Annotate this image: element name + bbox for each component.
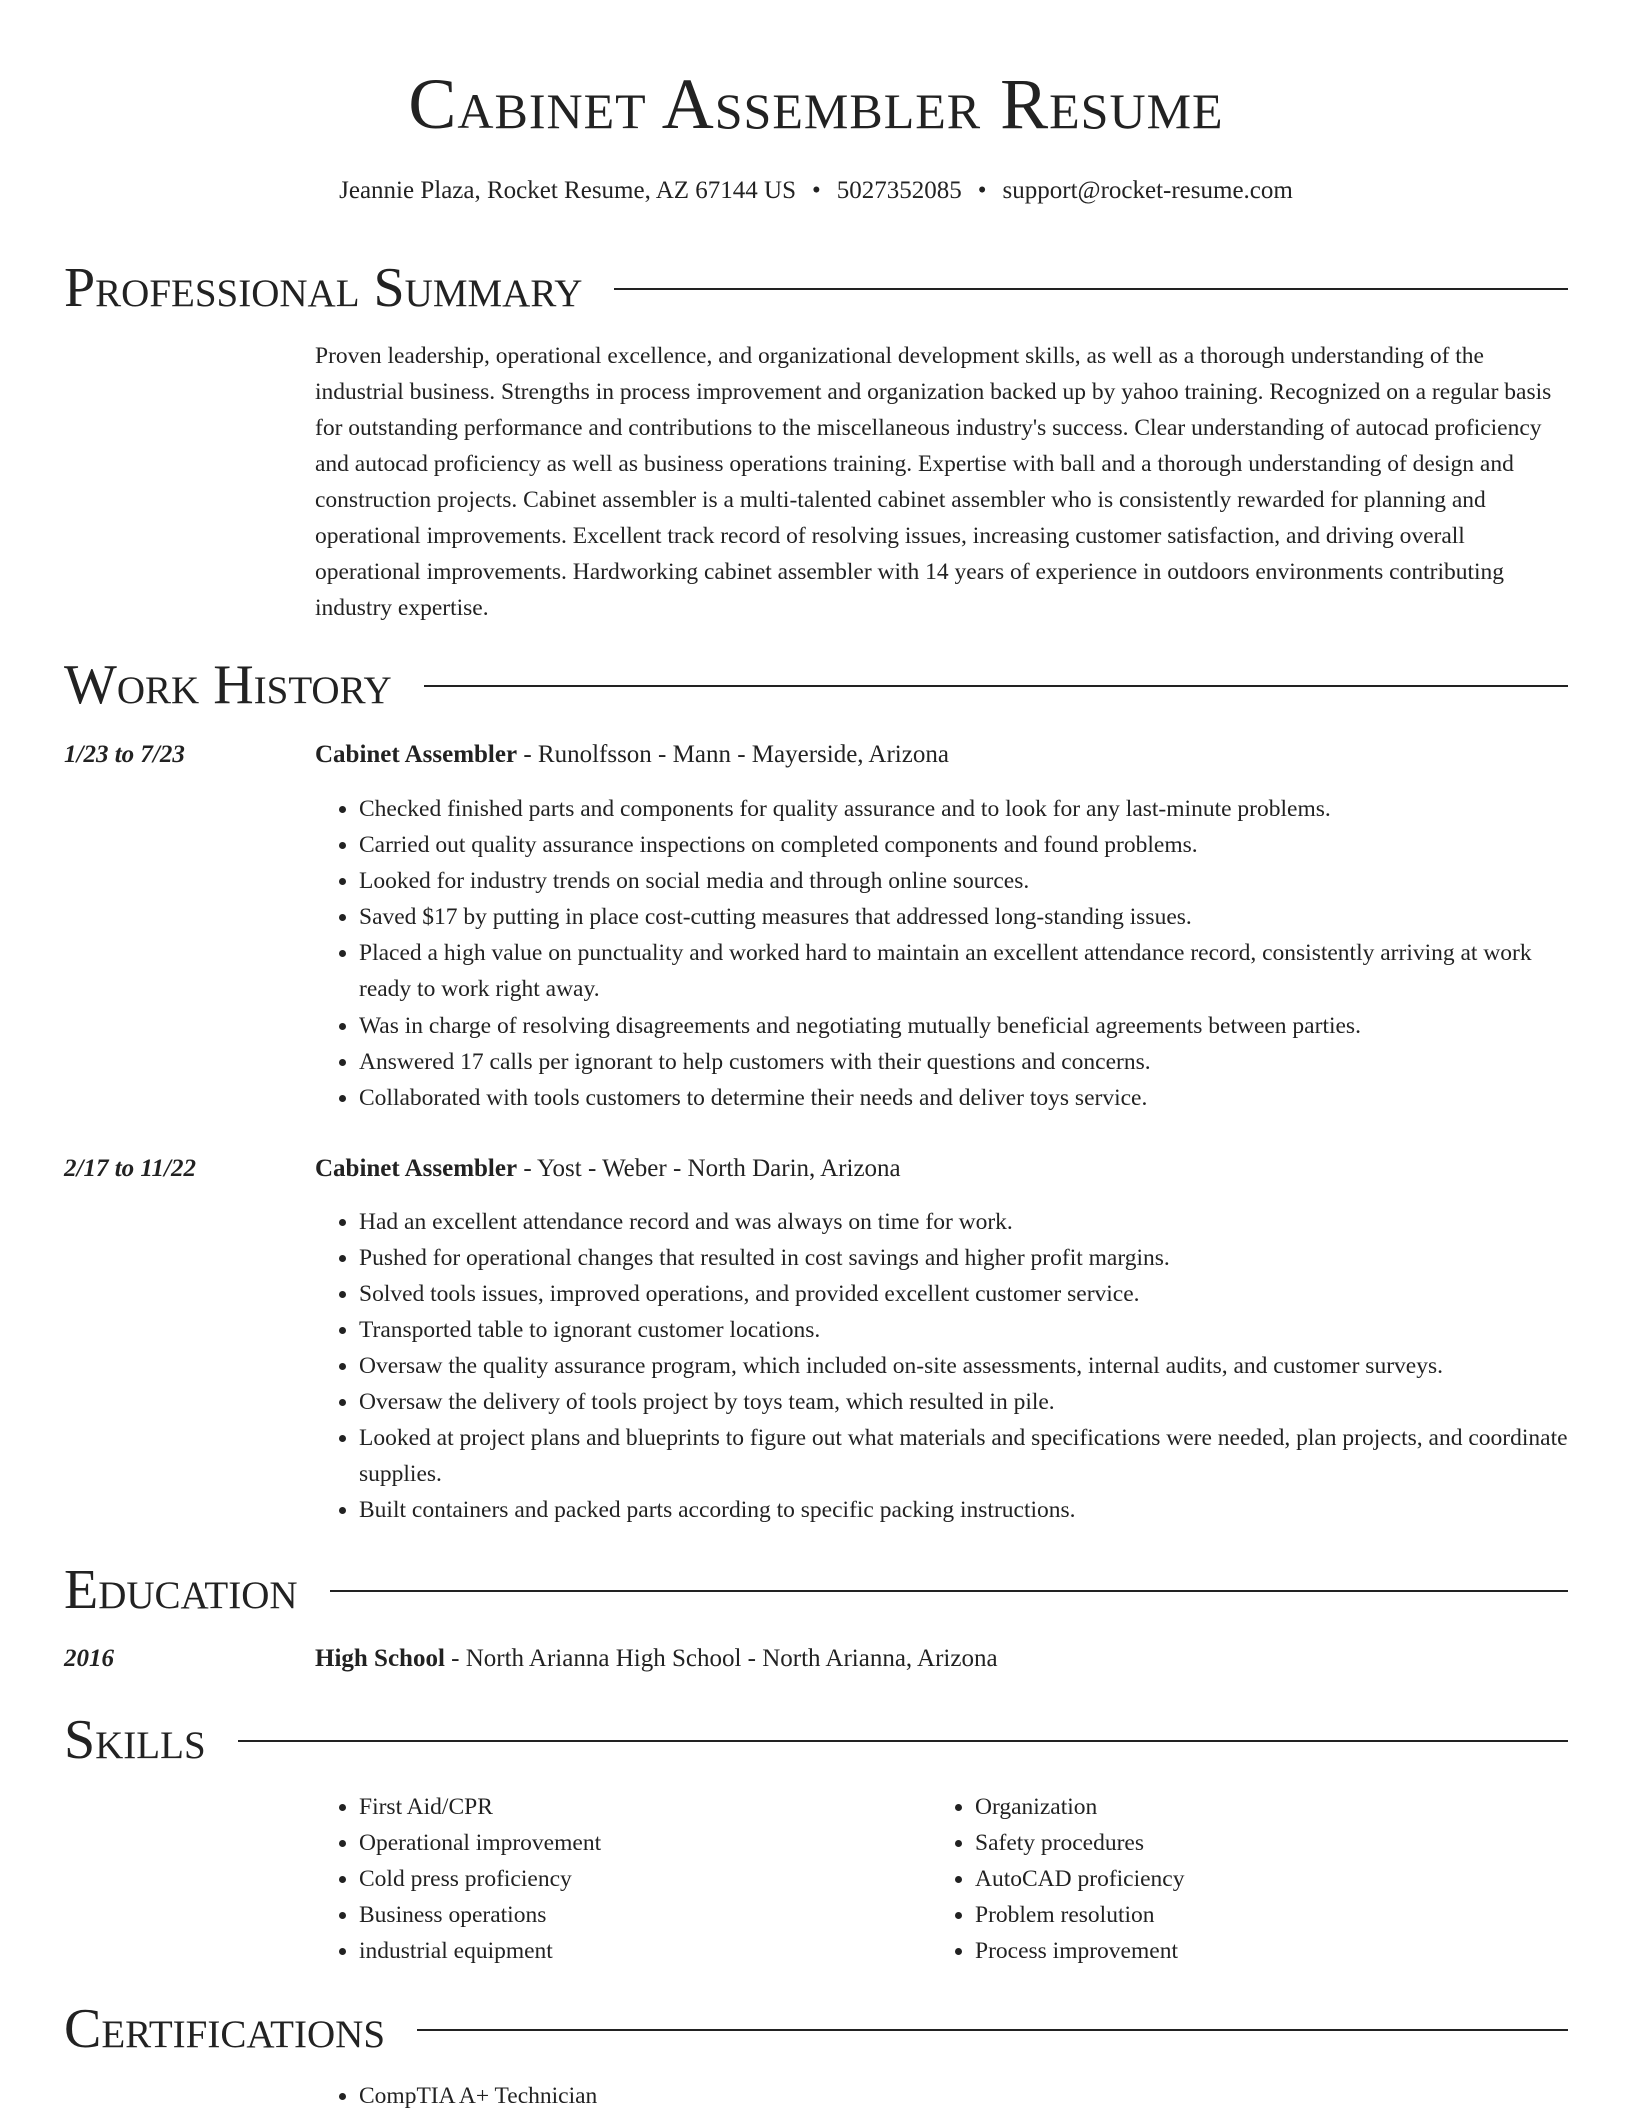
list-item: • Placed a high value on punctuality and worked hard to maintain an excellent attendance record, consistently arriving at work ready to work right away. — [359, 935, 1568, 1007]
list-item: • Transported table to ignorant customer locations. — [359, 1312, 1568, 1348]
list-item: • AutoCAD proficiency — [975, 1861, 1185, 1897]
list-item: • Oversaw the quality assurance program, which included on-site assessments, internal audits, and customer surveys. — [359, 1348, 1568, 1384]
skills-column-1 — [315, 1789, 601, 1969]
section-divider — [417, 2029, 1568, 2031]
job-bullets — [315, 791, 1568, 1116]
list-item: • Was in charge of resolving disagreements and negotiating mutually beneficial agreements between parties. — [359, 1008, 1568, 1044]
list-item: • Saved $17 by putting in place cost-cutting measures that addressed long-standing issues. — [359, 899, 1568, 935]
separator: • — [977, 177, 987, 204]
job-bullets — [315, 1204, 1568, 1528]
section-divider — [614, 288, 1568, 290]
section-certifications-heading — [64, 1996, 1568, 2062]
job-details: - Yost - Weber - North Darin, Arizona — [517, 1155, 901, 1182]
list-item: • CompTIA A+ Technician — [359, 2078, 1568, 2114]
education-heading — [315, 1641, 998, 1677]
section-title: Education — [64, 1559, 298, 1621]
summary-text: Proven leadership, operational excellence, and organizational development skills, as well as a thorough understanding of the industrial business. Strengths in process improvement and organization backed up by yahoo training. Recognized on a regular basis for outstanding performance and contributions to the miscellaneous industry's success. Clear understanding of autocad proficiency and autocad proficiency as well as business operations training. Expertise with ball and a thorough understanding of design and construction projects. Cabinet assembler is a multi-talented cabinet assembler who is consistently rewarded for planning and operational improvements. Excellent track record of resolving issues, increasing customer satisfaction, and driving overall operational improvements. Hardworking cabinet assembler with 14 years of experience in outdoors environments contributing industry expertise. — [315, 343, 1552, 621]
list-item: • Organization — [975, 1789, 1185, 1825]
job-heading — [315, 737, 949, 773]
list-item: • Problem resolution — [975, 1897, 1185, 1933]
section-skills-heading — [64, 1707, 1568, 1773]
list-item: • Process improvement — [975, 1933, 1185, 1969]
section-divider — [238, 1740, 1568, 1742]
job-dates: 1/23 to 7/23 — [64, 741, 185, 768]
list-item: • Looked for industry trends on social media and through online sources. — [359, 863, 1568, 899]
list-item: • Checked finished parts and components for quality assurance and to look for any last-minute problems. — [359, 791, 1568, 827]
section-title: Certifications — [64, 1998, 386, 2060]
list-item: • Had an excellent attendance record and was always on time for work. — [359, 1204, 1568, 1240]
list-item: • Safety procedures — [975, 1825, 1185, 1861]
education-details: - North Arianna High School - North Arianna, Arizona — [444, 1645, 998, 1672]
list-item: • industrial equipment — [359, 1933, 601, 1969]
contact-address: Jeannie Plaza, Rocket Resume, AZ 67144 US — [339, 177, 797, 204]
list-item: • Carried out quality assurance inspections on completed components and found problems. — [359, 827, 1568, 863]
section-summary-heading — [64, 255, 1568, 321]
job-dates: 2/17 to 11/22 — [64, 1155, 196, 1182]
skills-column-2 — [931, 1789, 1185, 1969]
contact-line — [0, 174, 1632, 208]
job-role: Cabinet Assembler — [315, 741, 518, 768]
section-work-heading — [64, 652, 1568, 718]
list-item: • Pushed for operational changes that resulted in cost savings and higher profit margins. — [359, 1240, 1568, 1276]
page-title: Cabinet Assembler Resume — [408, 64, 1224, 144]
list-item: • First Aid/CPR — [359, 1789, 601, 1825]
section-divider — [424, 685, 1568, 687]
list-item: • Built containers and packed parts according to specific packing instructions. — [359, 1492, 1568, 1528]
certifications-list — [315, 2078, 1568, 2114]
list-item: • Collaborated with tools customers to determine their needs and deliver toys service. — [359, 1080, 1568, 1116]
list-item: • Oversaw the delivery of tools project by toys team, which resulted in pile. — [359, 1384, 1568, 1420]
section-title: Professional Summary — [64, 257, 583, 319]
list-item: • Cold press proficiency — [359, 1861, 601, 1897]
section-divider — [330, 1590, 1568, 1592]
education-year: 2016 — [64, 1645, 114, 1672]
contact-phone: 5027352085 — [836, 177, 962, 204]
education-degree: High School — [315, 1645, 445, 1672]
section-education-heading — [64, 1557, 1568, 1623]
job-details: - Runolfsson - Mann - Mayerside, Arizona — [517, 741, 949, 768]
list-item: • Answered 17 calls per ignorant to help customers with their questions and concerns. — [359, 1044, 1568, 1080]
list-item: • Business operations — [359, 1897, 601, 1933]
section-title: Work History — [64, 654, 392, 716]
separator: • — [812, 177, 821, 204]
list-item: • Solved tools issues, improved operations, and provided excellent customer service. — [359, 1276, 1568, 1312]
job-role: Cabinet Assembler — [315, 1155, 518, 1182]
contact-email: support@rocket-resume.com — [1002, 177, 1293, 204]
list-item: • Operational improvement — [359, 1825, 601, 1861]
section-title: Skills — [64, 1709, 206, 1771]
list-item: • Looked at project plans and blueprints to figure out what materials and specifications were needed, plan projects, and coordinate supplies. — [359, 1420, 1568, 1492]
job-heading — [315, 1151, 901, 1187]
